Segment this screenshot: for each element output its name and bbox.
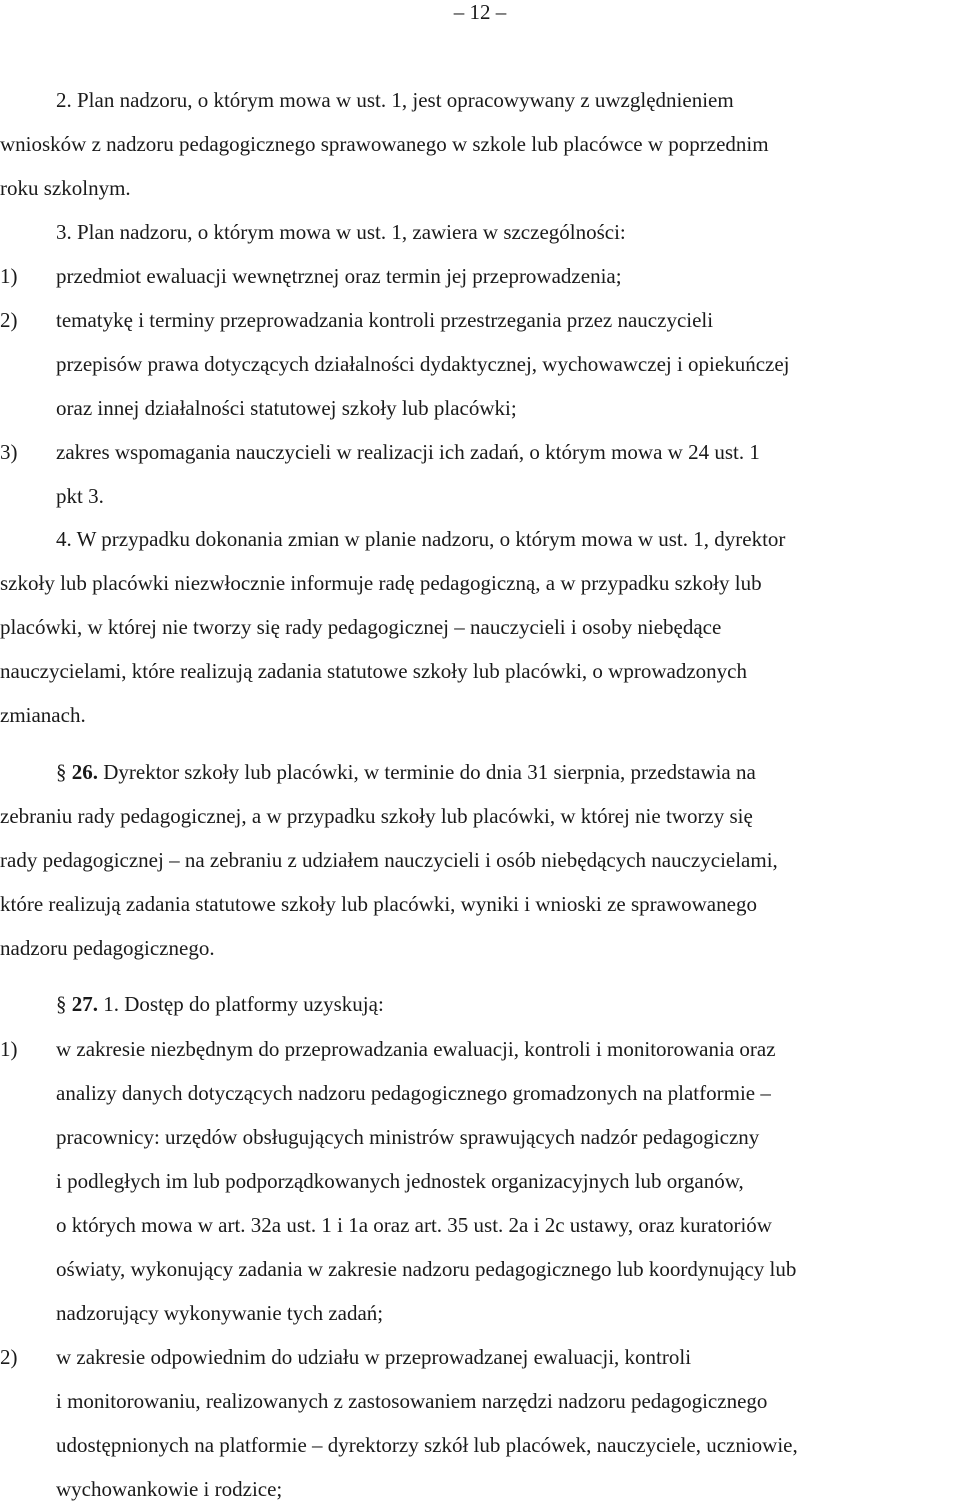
paragraph-2-line-2: wniosków z nadzoru pedagogicznego sprawowanego w szkole lub placówce w poprzednim	[0, 132, 769, 156]
paragraph-4-line-5: zmianach.	[0, 703, 86, 727]
paragraph-2-line-1: 2. Plan nadzoru, o którym mowa w ust. 1, jest opracowywany z uwzględnieniem	[56, 88, 734, 112]
section-27-item-1-line-2: analizy danych dotyczących nadzoru pedagogicznego gromadzonych na platformie –	[56, 1081, 771, 1105]
list-item-number: 1)	[0, 264, 18, 288]
paragraph-4-line-3: placówki, w której nie tworzy się rady pedagogicznej – nauczycieli i osoby niebędące	[0, 615, 722, 639]
list-item-2-line-1: tematykę i terminy przeprowadzania kontroli przestrzegania przez nauczycieli	[56, 308, 714, 332]
section-27-item-1-line-6: oświaty, wykonujący zadania w zakresie nadzoru pedagogicznego lub koordynujący lub	[56, 1257, 797, 1281]
section-27-item-1-line-3: pracownicy: urzędów obsługujących ministrów sprawujących nadzór pedagogiczny	[56, 1125, 760, 1149]
section-26-line-2: zebraniu rady pedagogicznej, a w przypadku szkoły lub placówki, w której nie tworzy się	[0, 804, 753, 828]
section-26-line-1: Dyrektor szkoły lub placówki, w terminie do dnia 31 sierpnia, przedstawia na	[103, 760, 756, 784]
section-26-line-4: które realizują zadania statutowe szkoły lub placówki, wyniki i wnioski ze sprawowanego	[0, 892, 757, 916]
list-item-number: 3)	[0, 440, 18, 464]
section-27-item-1-line-5: o których mowa w art. 32a ust. 1 i 1a oraz art. 35 ust. 2a i 2c ustawy, oraz kuratoriów	[56, 1213, 772, 1237]
list-item-number: 2)	[0, 308, 18, 332]
page-number: – 12 –	[453, 0, 507, 24]
list-item-3-line-2: pkt 3.	[56, 484, 104, 508]
section-27-item-2-line-2: i monitorowaniu, realizowanych z zastosowaniem narzędzi nadzoru pedagogicznego	[56, 1389, 768, 1413]
section-27-first-line: § 27. 1. Dostęp do platformy uzyskują:	[56, 992, 384, 1016]
paragraph-3-intro: 3. Plan nadzoru, o którym mowa w ust. 1, zawiera w szczególności:	[56, 220, 626, 244]
list-item-1-text: przedmiot ewaluacji wewnętrznej oraz termin jej przeprowadzenia;	[56, 264, 622, 288]
section-26-first-line: § 26. Dyrektor szkoły lub placówki, w terminie do dnia 31 sierpnia, przedstawia na	[56, 760, 756, 784]
paragraph-4-line-1: 4. W przypadku dokonania zmian w planie nadzoru, o którym mowa w ust. 1, dyrektor	[56, 527, 786, 551]
list-item-number: 1)	[0, 1037, 18, 1061]
section-26-line-3: rady pedagogicznej – na zebraniu z udziałem nauczycieli i osób niebędących nauczycielami,	[0, 848, 778, 872]
list-item-2-line-3: oraz innej działalności statutowej szkoły lub placówki;	[56, 396, 517, 420]
section-27-item-2-line-3: udostępnionych na platformie – dyrektorzy szkół lub placówek, nauczyciele, uczniowie,	[56, 1433, 798, 1457]
list-item-2-line-2: przepisów prawa dotyczących działalności dydaktycznej, wychowawczej i opiekuńczej	[56, 352, 790, 376]
section-27-item-2-line-4: wychowankowie i rodzice;	[56, 1477, 283, 1501]
section-26-label: 26.	[71, 760, 98, 784]
section-26-line-5: nadzoru pedagogicznego.	[0, 936, 215, 960]
section-27-item-1-line-4: i podległych im lub podporządkowanych jednostek organizacyjnych lub organów,	[56, 1169, 744, 1193]
paragraph-2-line-3: roku szkolnym.	[0, 176, 131, 200]
section-27-label: 27.	[71, 992, 98, 1016]
paragraph-4-line-2: szkoły lub placówki niezwłocznie informuje radę pedagogiczną, a w przypadku szkoły lub	[0, 571, 762, 595]
section-27-item-2-line-1: w zakresie odpowiednim do udziału w przeprowadzanej ewaluacji, kontroli	[56, 1345, 692, 1369]
section-27-intro: 1. Dostęp do platformy uzyskują:	[103, 992, 384, 1016]
list-item-number: 2)	[0, 1345, 18, 1369]
list-item-3-line-1: zakres wspomagania nauczycieli w realizacji ich zadań, o którym mowa w 24 ust. 1	[56, 440, 760, 464]
paragraph-4-line-4: nauczycielami, które realizują zadania statutowe szkoły lub placówki, o wprowadzonych	[0, 659, 747, 683]
section-27-item-1-line-1: w zakresie niezbędnym do przeprowadzania ewaluacji, kontroli i monitorowania oraz	[56, 1037, 776, 1061]
section-27-item-1-line-7: nadzorujący wykonywanie tych zadań;	[56, 1301, 384, 1325]
